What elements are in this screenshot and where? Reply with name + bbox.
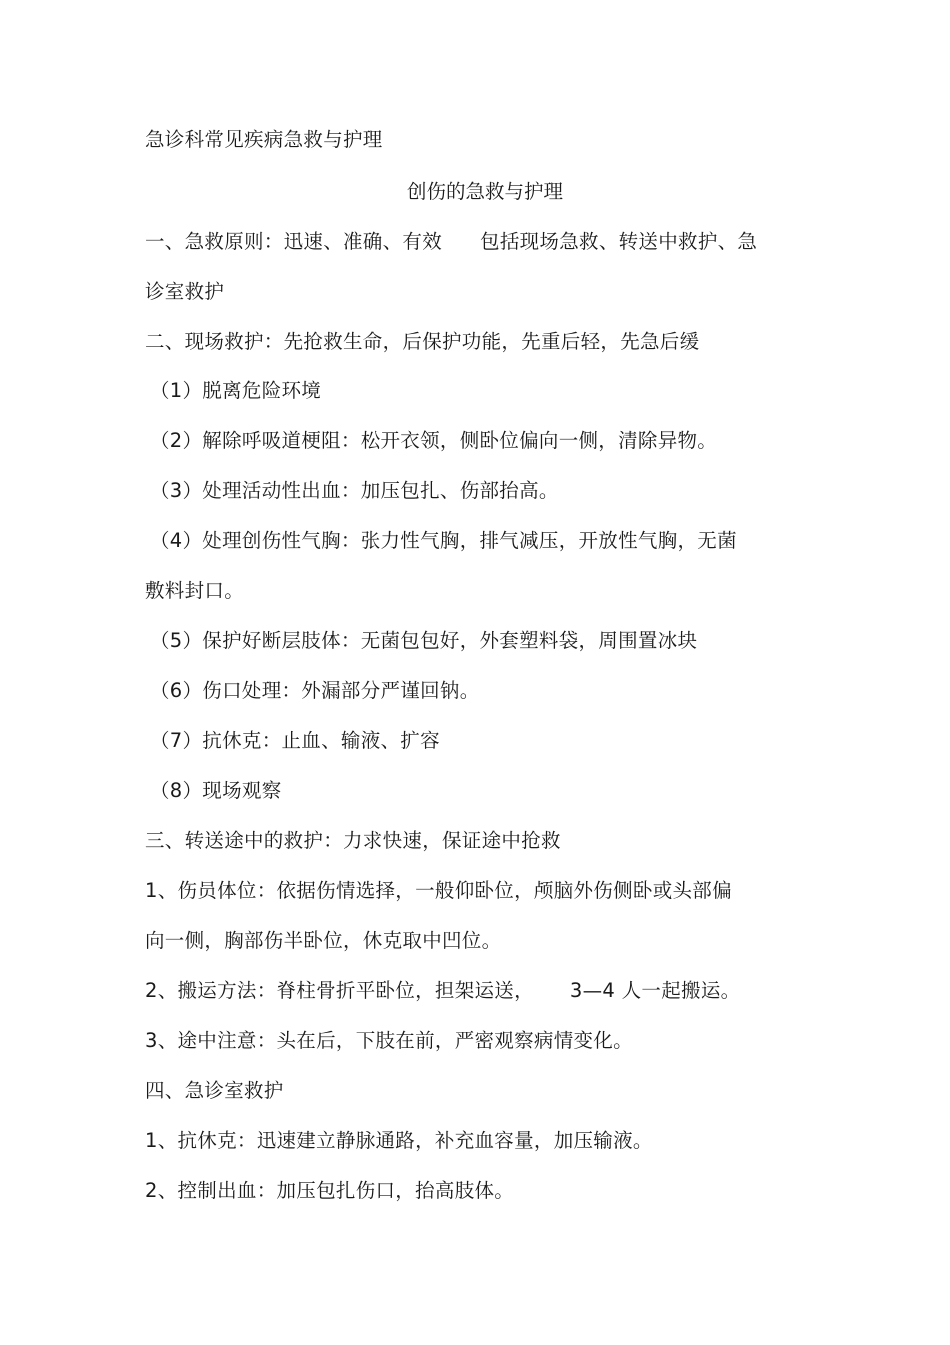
heading-er-rescue: 四、急诊室救护	[145, 1079, 284, 1102]
paragraph-principle-cont: 诊室救护	[145, 280, 225, 303]
section-title: 创伤的急救与护理	[406, 180, 563, 203]
er-item-2: 2、控制出血：加压包扎伤口，抬高肢体。	[145, 1179, 515, 1202]
list-item-4-cont: 敷料封口。	[145, 579, 245, 602]
list-item-4: （4）处理创伤性气胸：张力性气胸，排气减压，开放性气胸，无菌	[150, 529, 737, 552]
transfer-item-1-cont: 向一侧，胸部伤半卧位，休克取中凹位。	[145, 929, 502, 952]
heading-transfer-rescue: 三、转送途中的救护：力求快速，保证途中抢救	[145, 829, 561, 852]
transfer-item-2	[145, 979, 740, 1003]
list-item-8: （8）现场观察	[150, 779, 282, 802]
principle-scope-text: 包括现场急救、转送中救护、急	[480, 230, 758, 253]
list-item-3: （3）处理活动性出血：加压包扎、伤部抬高。	[150, 479, 559, 502]
transfer-item-2-text: 2、搬运方法：脊柱骨折平卧位，担架运送，	[145, 979, 534, 1002]
document-title: 急诊科常见疾病急救与护理	[145, 128, 383, 151]
transfer-item-3: 3、途中注意：头在后，下肢在前，严密观察病情变化。	[145, 1029, 633, 1052]
transfer-item-1: 1、伤员体位：依据伤情选择，一般仰卧位，颅脑外伤侧卧或头部偏	[145, 879, 732, 902]
er-item-1: 1、抗休克：迅速建立静脉通路，补充血容量，加压输液。	[145, 1129, 653, 1152]
list-item-2: （2）解除呼吸道梗阻：松开衣领，侧卧位偏向一侧，清除异物。	[150, 429, 718, 452]
paragraph-principle	[145, 230, 757, 254]
list-item-6: （6）伤口处理：外漏部分严谨回钠。	[150, 679, 480, 702]
list-item-1: （1）脱离危险环境	[150, 379, 322, 402]
principle-text: 一、急救原则：迅速、准确、有效	[145, 230, 443, 253]
list-item-5: （5）保护好断层肢体：无菌包包好，外套塑料袋，周围置冰块	[150, 629, 698, 652]
heading-onsite-rescue: 二、现场救护：先抢救生命，后保护功能，先重后轻，先急后缓	[145, 330, 700, 353]
transfer-item-2-count: 3—4 人一起搬运。	[569, 979, 741, 1002]
list-item-7: （7）抗休克：止血、输液、扩容	[150, 729, 440, 752]
